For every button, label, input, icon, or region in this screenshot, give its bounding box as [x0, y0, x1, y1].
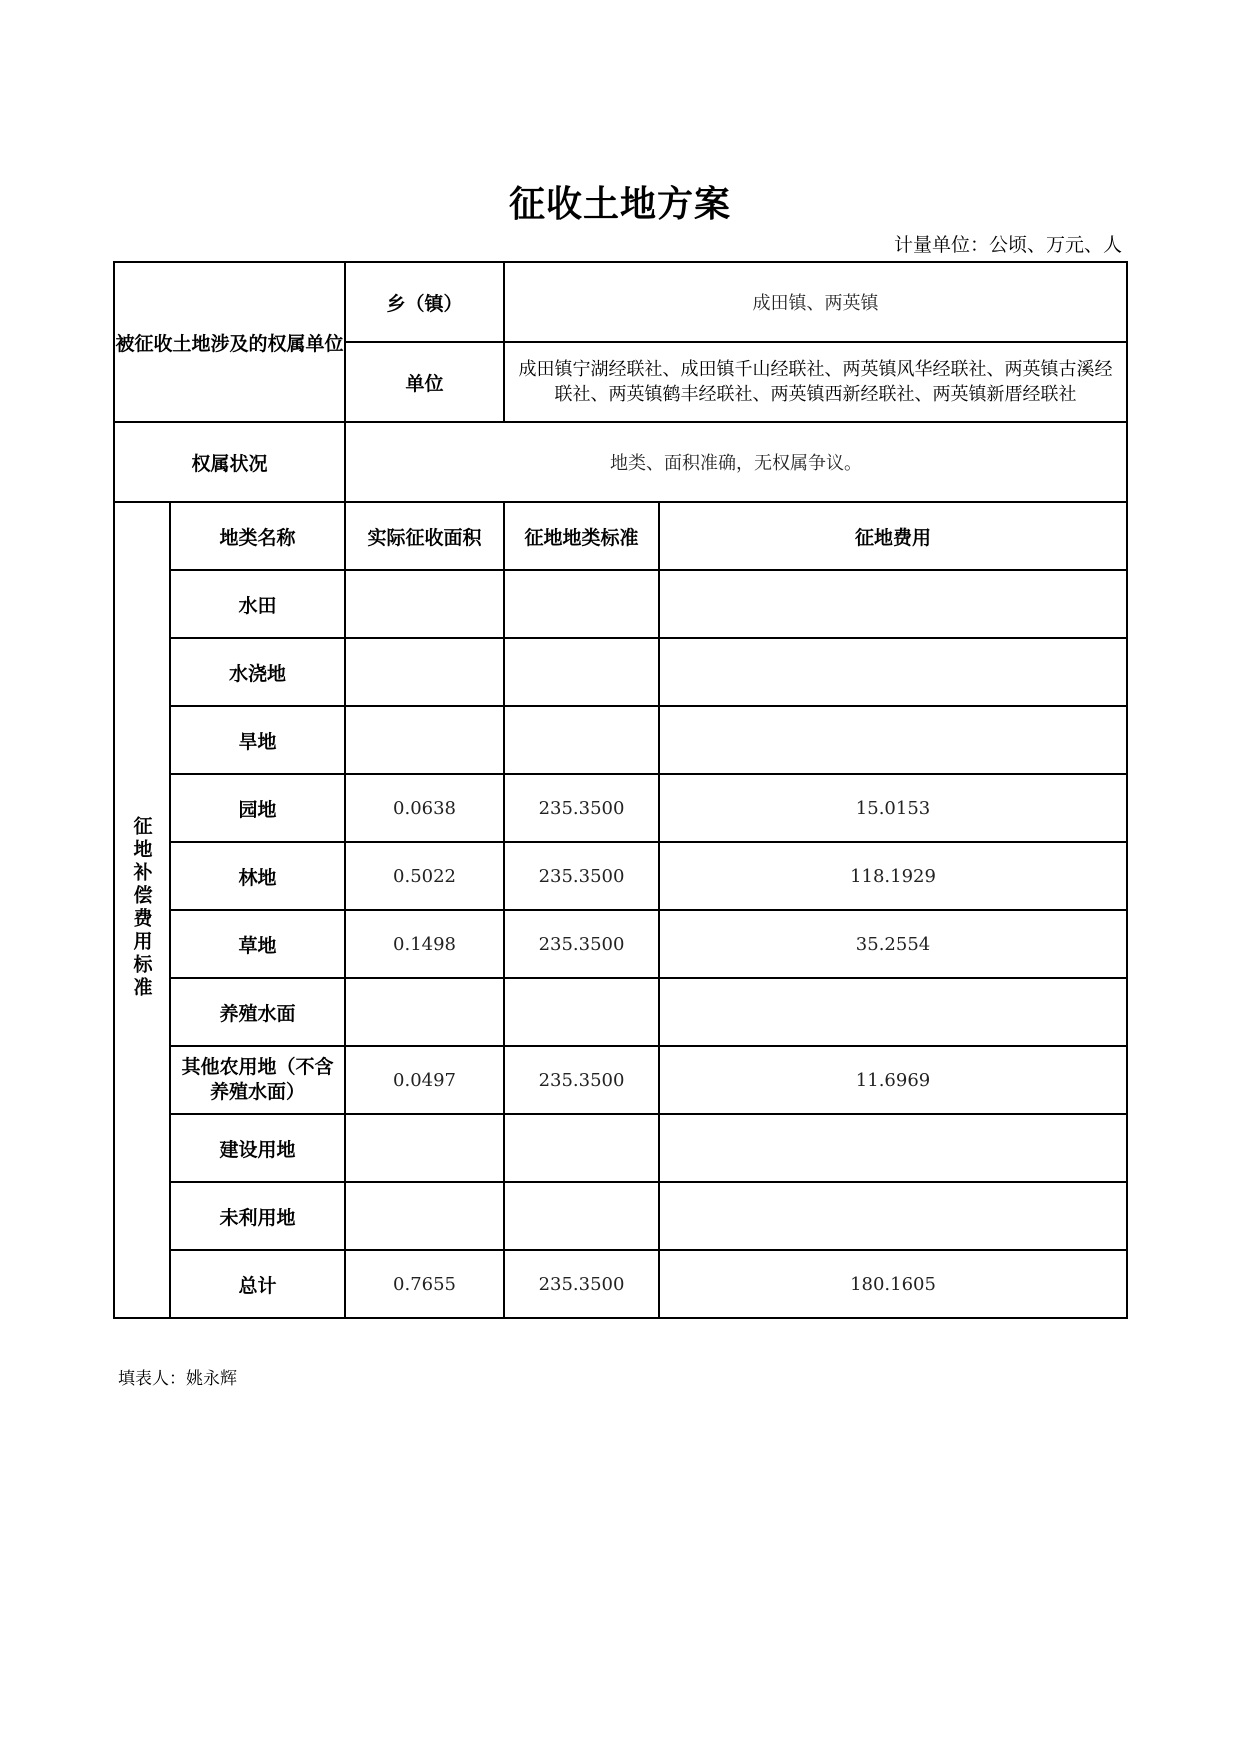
unit-value: 成田镇宁湖经联社、成田镇千山经联社、两英镇风华经联社、两英镇古溪经联社、两英镇鹤丰经联社、两英镇西新经联社、两英镇新厝经联社: [504, 342, 1127, 422]
area-value: [345, 706, 504, 774]
table-row: [114, 706, 1127, 774]
table-row: [114, 978, 1127, 1046]
land-type-name: 草地: [170, 910, 345, 978]
standard-value: [504, 570, 659, 638]
area-value: [345, 1182, 504, 1250]
header-land-type: 地类名称: [170, 502, 345, 570]
area-value: [345, 570, 504, 638]
standard-value: 235.3500: [504, 1046, 659, 1114]
standard-value: [504, 1114, 659, 1182]
cost-value: 118.1929: [659, 842, 1127, 910]
page-title: 征收土地方案: [508, 183, 731, 225]
table-row: [114, 638, 1127, 706]
compensation-section-label: [114, 502, 170, 1318]
cost-value: [659, 570, 1127, 638]
cost-value: 35.2554: [659, 910, 1127, 978]
land-type-name: 养殖水面: [170, 978, 345, 1046]
status-label: 权属状况: [114, 422, 345, 502]
land-type-name: 林地: [170, 842, 345, 910]
land-type-name: 建设用地: [170, 1114, 345, 1182]
table-row: [114, 1182, 1127, 1250]
land-type-name: 未利用地: [170, 1182, 345, 1250]
header-standard: 征地地类标准: [504, 502, 659, 570]
land-acquisition-table: [113, 261, 1128, 1319]
header-area: 实际征收面积: [345, 502, 504, 570]
unit-label: 单位: [345, 342, 504, 422]
area-value: 0.0497: [345, 1046, 504, 1114]
ownership-label: 被征收土地涉及的权属单位: [114, 262, 345, 422]
standard-value: 235.3500: [504, 774, 659, 842]
table-row: [114, 1114, 1127, 1182]
header-cost: 征地费用: [659, 502, 1127, 570]
cost-value: 15.0153: [659, 774, 1127, 842]
standard-value: [504, 706, 659, 774]
land-type-name: 总计: [170, 1250, 345, 1318]
cost-value: [659, 638, 1127, 706]
area-value: [345, 1114, 504, 1182]
area-value: 0.7655: [345, 1250, 504, 1318]
total-row: [114, 1250, 1127, 1318]
area-value: 0.5022: [345, 842, 504, 910]
table-row: [114, 910, 1127, 978]
cost-value: [659, 1114, 1127, 1182]
town-label: 乡（镇）: [345, 262, 504, 342]
table-row: [114, 1046, 1127, 1114]
cost-value: 11.6969: [659, 1046, 1127, 1114]
cost-value: [659, 706, 1127, 774]
filler-note: 填表人：姚永辉: [118, 1369, 237, 1389]
land-type-name: 水田: [170, 570, 345, 638]
land-type-name: 其他农用地（不含养殖水面）: [170, 1046, 345, 1114]
land-type-name: 旱地: [170, 706, 345, 774]
area-value: 0.0638: [345, 774, 504, 842]
standard-value: [504, 978, 659, 1046]
town-value: 成田镇、两英镇: [504, 262, 1127, 342]
cost-value: 180.1605: [659, 1250, 1127, 1318]
standard-value: [504, 1182, 659, 1250]
land-type-name: 园地: [170, 774, 345, 842]
compensation-section-text: 征地补偿费用标准: [130, 815, 153, 1000]
table-row: [114, 570, 1127, 638]
table-row: [114, 842, 1127, 910]
area-value: [345, 978, 504, 1046]
table-row: [114, 774, 1127, 842]
standard-value: 235.3500: [504, 1250, 659, 1318]
standard-value: 235.3500: [504, 910, 659, 978]
area-value: [345, 638, 504, 706]
standard-value: [504, 638, 659, 706]
land-type-name: 水浇地: [170, 638, 345, 706]
cost-value: [659, 978, 1127, 1046]
standard-value: 235.3500: [504, 842, 659, 910]
unit-note: 计量单位：公顷、万元、人: [893, 234, 1122, 256]
area-value: 0.1498: [345, 910, 504, 978]
cost-value: [659, 1182, 1127, 1250]
status-value: 地类、面积准确，无权属争议。: [345, 422, 1127, 502]
